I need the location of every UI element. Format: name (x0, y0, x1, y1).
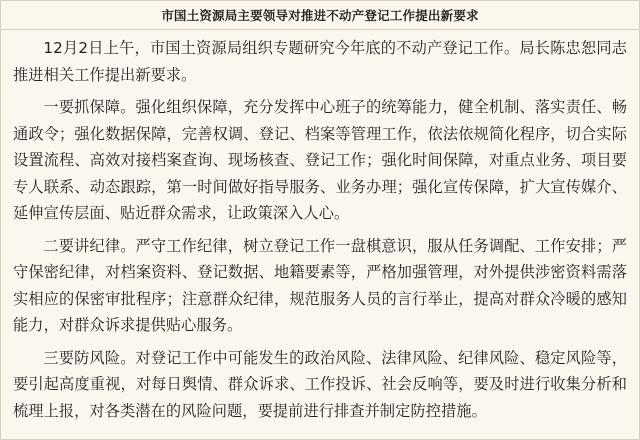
paragraph-risk-prevention: 三要防风险。对登记工作中可能发生的政治风险、法律风险、纪律风险、稳定风险等，要引起高度重视，对每日舆情、群众诉求、工作投诉、社会反响等，要及时进行收集分析和梳理上报，对各类潜在的风险问题，要提前进行排查并制定防控措施。 (13, 348, 627, 420)
paragraph-discipline: 二要讲纪律。严守工作纪律，树立登记工作一盘棋意识，服从任务调配、工作安排；严守保密纪律，对档案资料、登记数据、地籍要素等，严格加强管理，对外提供涉密资料需落实相应的保密审批程序；注意群众纪律，规范服务人员的言行举止，提高对群众冷暖的感知能力，对群众诉求提供贴心服务。 (13, 236, 627, 334)
paragraph-safeguards: 一要抓保障。强化组织保障，充分发挥中心班子的统筹能力，健全机制、落实责任、畅通政令；强化数据保障，完善权调、登记、档案等管理工作，依法依规简化程序，切合实际设置流程、高效对接档案查询、现场核查、登记工作；强化时间保障，对重点业务、项目要专人联系、动态跟踪，第一时间做好指导服务、业务办理；强化宣传保障，扩大宣传媒介、延伸宣传层面、贴近群众需求，让政策深入人心。 (13, 98, 627, 222)
document-body (13, 35, 627, 424)
document-title: 市国土资源局主要领导对推进不动产登记工作提出新要求 (1, 1, 639, 30)
paragraph-intro: 12月2日上午，市国土资源局组织专题研究今年底的不动产登记工作。局长陈忠恕同志推进相关工作提出新要求。 (13, 39, 627, 84)
